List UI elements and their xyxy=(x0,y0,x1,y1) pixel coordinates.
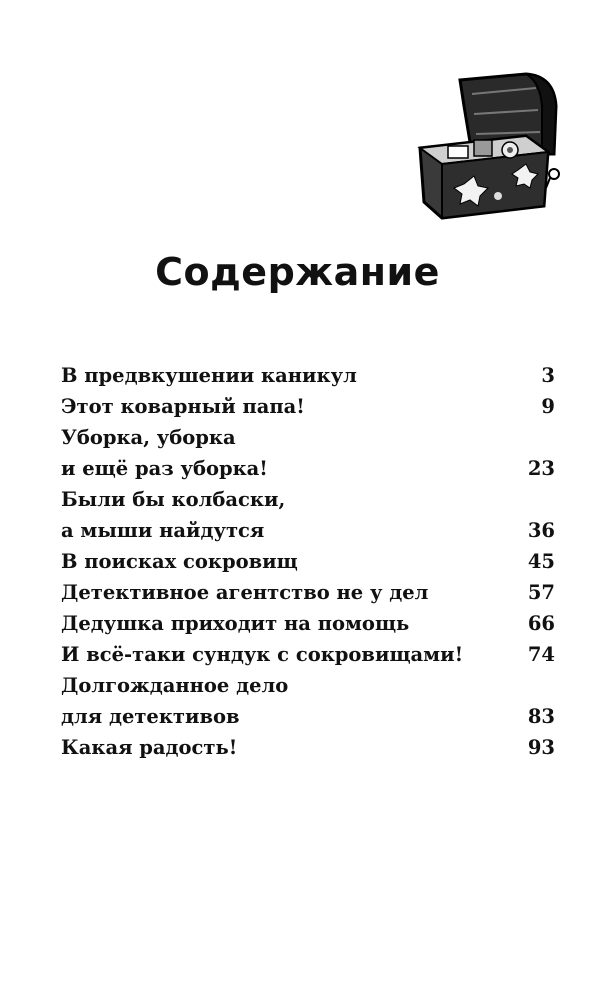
toc-entry-page: 74 xyxy=(527,643,555,666)
toc-entry-page: 45 xyxy=(527,550,555,573)
toc-entry xyxy=(61,422,555,484)
toc-entry-page: 3 xyxy=(541,364,555,387)
toc-entry-title: Уборка, уборка и ещё раз уборка! xyxy=(61,426,268,480)
toc-entry-title: И всё-таки сундук с сокровищами! xyxy=(61,643,464,666)
toc-entry xyxy=(61,608,555,639)
toc-entry-title: В поисках сокровищ xyxy=(61,550,298,573)
toc-entry-title: Долгожданное дело для детективов xyxy=(61,674,289,728)
toc-entry-page: 57 xyxy=(527,581,555,604)
toc-entry-title: Какая радость! xyxy=(61,736,238,759)
treasure-chest-illustration xyxy=(414,66,564,226)
toc-entry xyxy=(61,360,555,391)
toc-entry-page: 93 xyxy=(527,736,555,759)
toc-entry xyxy=(61,391,555,422)
table-of-contents xyxy=(61,360,555,763)
toc-entry-title: В предвкушении каникул xyxy=(61,364,357,387)
toc-entry-page: 9 xyxy=(541,395,555,418)
toc-entry xyxy=(61,546,555,577)
toc-entry-title: Детективное агентство не у дел xyxy=(61,581,429,604)
page-title: Содержание xyxy=(155,250,440,294)
toc-entry-title: Были бы колбаски, а мыши найдутся xyxy=(61,488,286,542)
toc-entry-page: 36 xyxy=(527,519,555,542)
toc-entry-title: Этот коварный папа! xyxy=(61,395,305,418)
toc-entry-page: 23 xyxy=(527,457,555,480)
toc-entry-page: 66 xyxy=(527,612,555,635)
toc-entry-page: 83 xyxy=(527,705,555,728)
toc-entry-title: Дедушка приходит на помощь xyxy=(61,612,410,635)
toc-entry xyxy=(61,670,555,732)
toc-entry xyxy=(61,732,555,763)
toc-entry xyxy=(61,639,555,670)
toc-entry xyxy=(61,577,555,608)
toc-entry xyxy=(61,484,555,546)
